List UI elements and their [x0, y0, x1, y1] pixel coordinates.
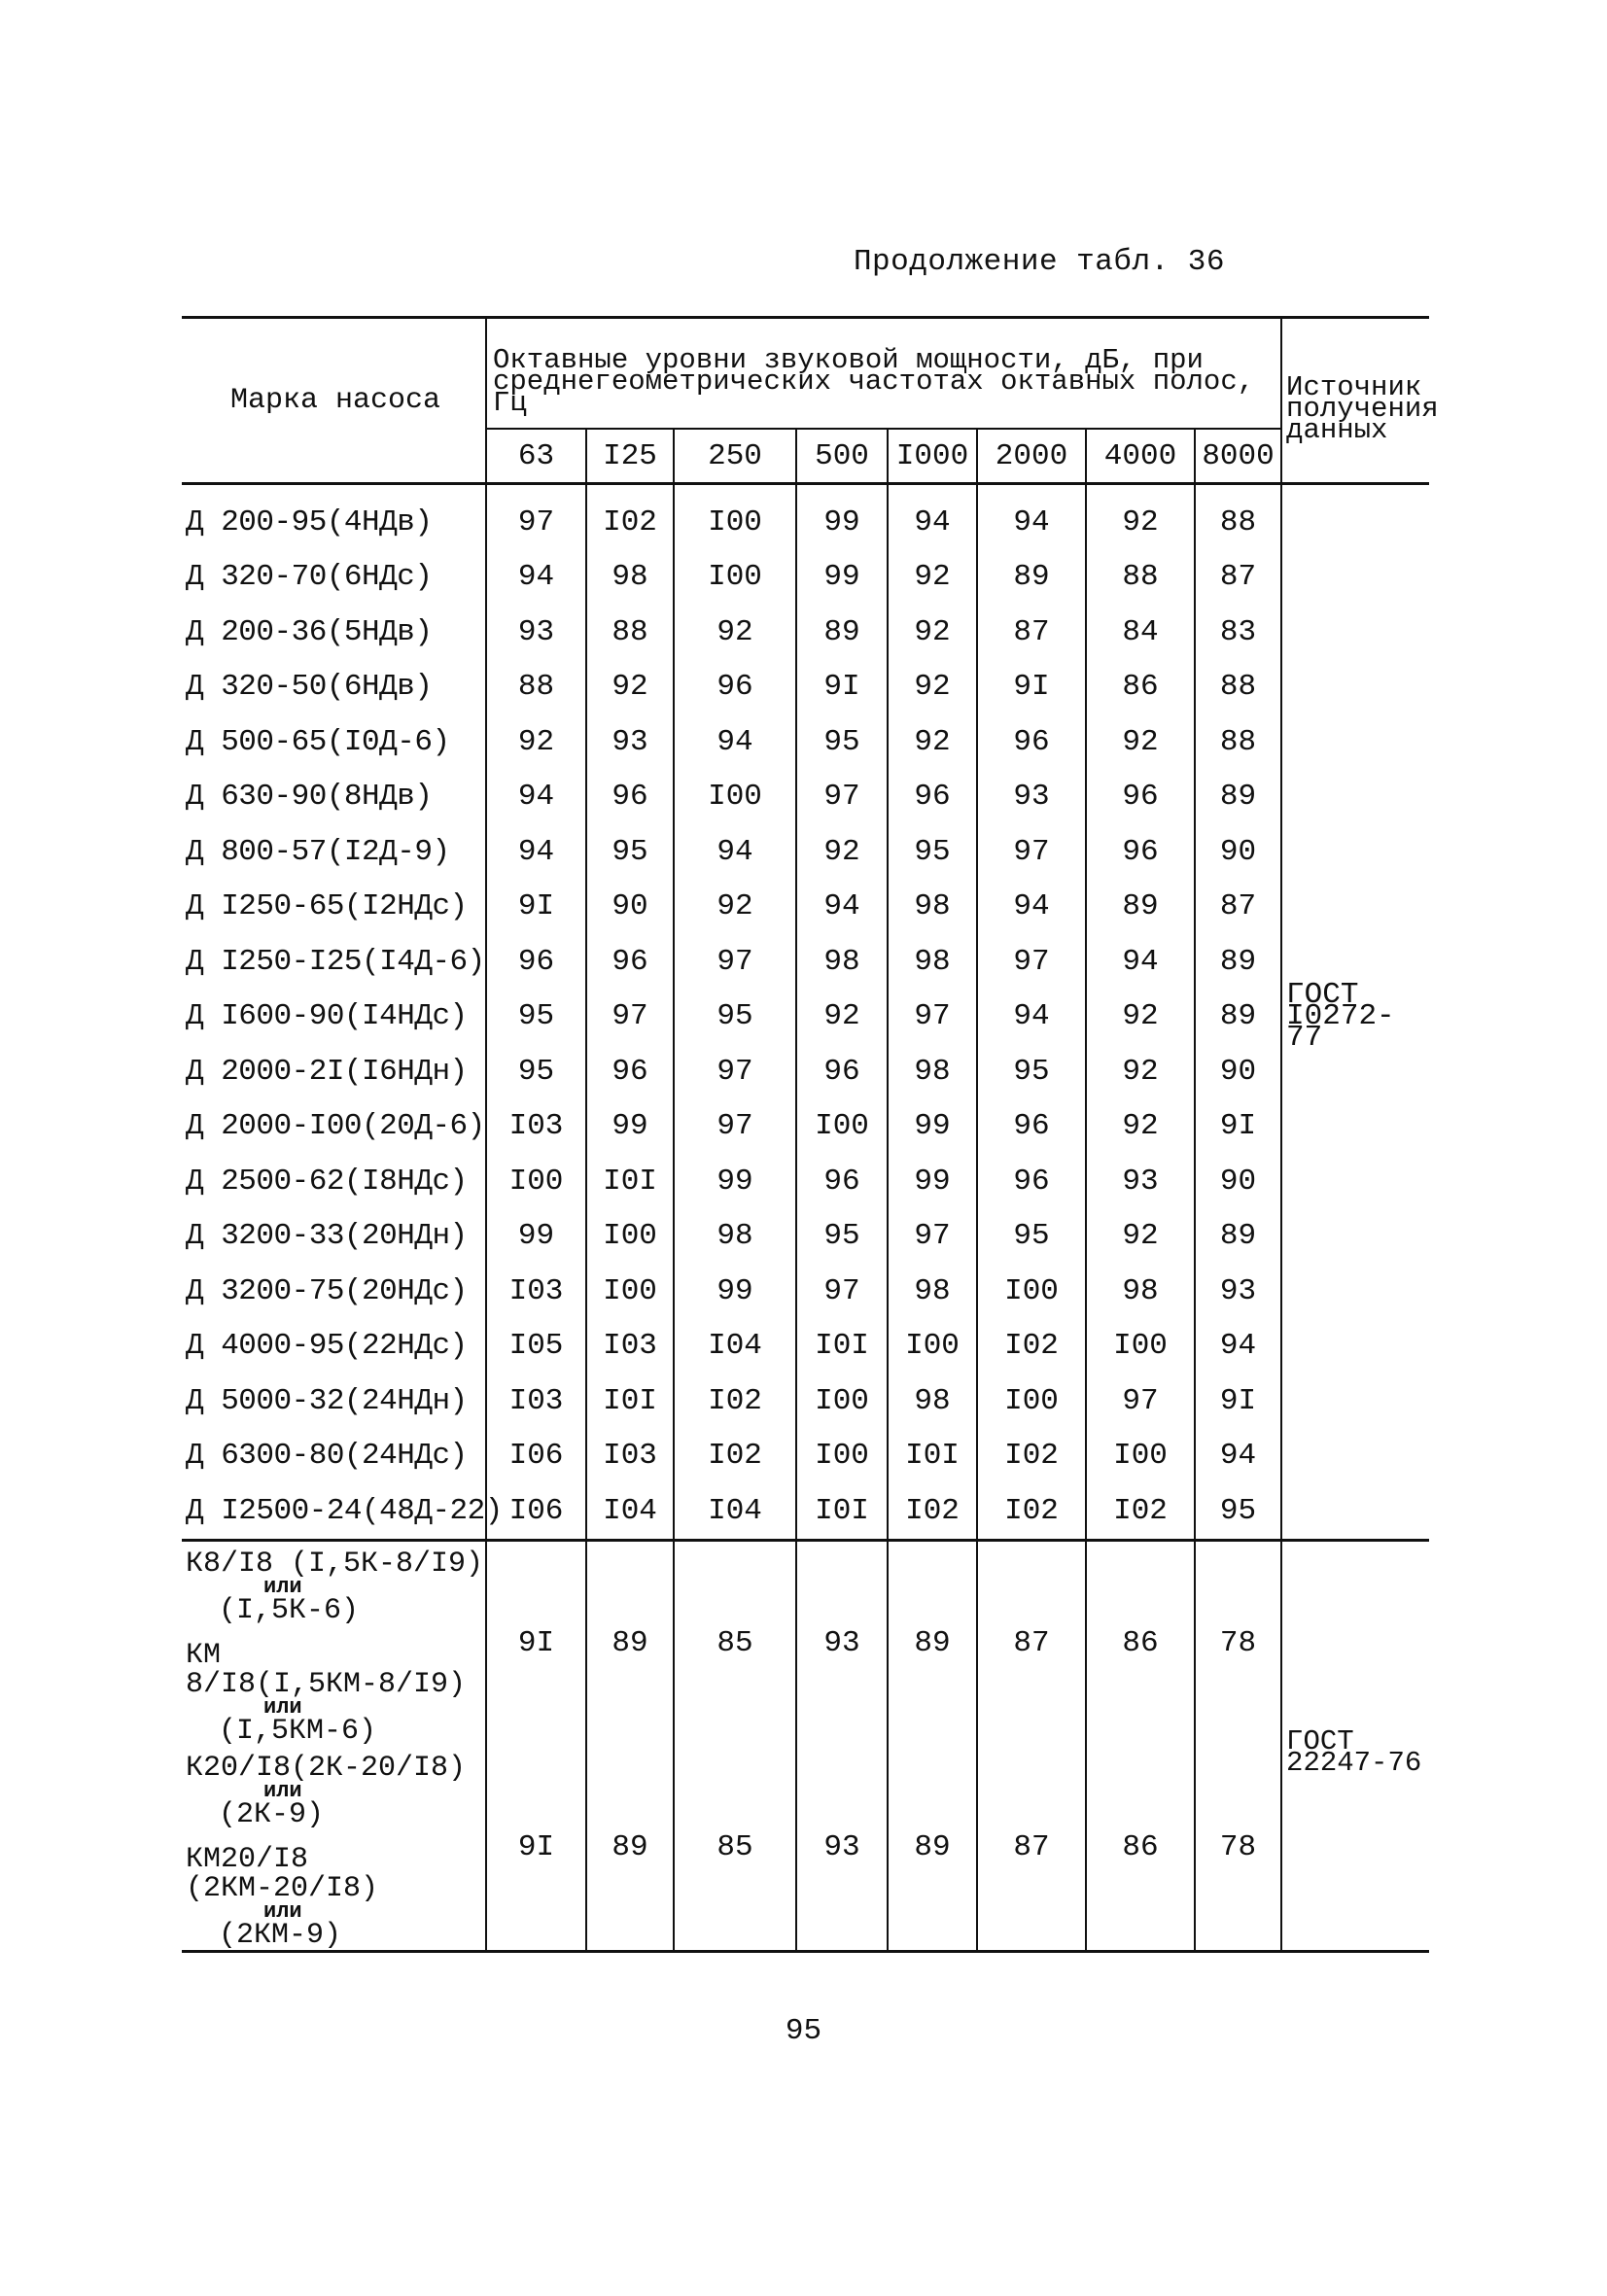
level-cell: I04: [586, 1483, 674, 1540]
pump-name: Д 630-90(8НДв): [186, 780, 433, 815]
pump-name-line: (2КМ-9): [219, 1918, 342, 1952]
level-cell: 94: [1195, 1319, 1281, 1374]
level-cell: 9I: [486, 1540, 586, 1746]
level-cell: 92: [1086, 1099, 1195, 1155]
level-cell: 93: [586, 714, 674, 770]
table-row: [182, 1319, 1429, 1374]
level-cell: 98: [888, 1264, 977, 1319]
level-cell: 86: [1086, 1746, 1195, 1952]
level-cell: 98: [674, 1209, 796, 1265]
level-cell: I02: [977, 1319, 1086, 1374]
level-cell: 94: [888, 484, 977, 550]
table-continuation-caption: Продолжение табл. 36: [853, 245, 1225, 279]
level-cell: 92: [674, 605, 796, 660]
level-cell: 9I: [796, 660, 888, 715]
table-row: [182, 1483, 1429, 1540]
level-cell: 92: [1086, 1209, 1195, 1265]
level-cell: I00: [1086, 1429, 1195, 1484]
level-cell: 96: [674, 660, 796, 715]
level-cell: 9I: [1195, 1374, 1281, 1429]
pump-name-group: [182, 1540, 486, 1746]
level-cell: I03: [486, 1264, 586, 1319]
level-cell: 92: [888, 605, 977, 660]
level-cell: 9I: [977, 660, 1086, 715]
level-cell: I02: [674, 1374, 796, 1429]
pump-name: Д 200-95(4НДв): [186, 504, 433, 539]
level-cell: 96: [888, 770, 977, 825]
level-cell: 89: [586, 1746, 674, 1952]
freq-header: 250: [674, 429, 796, 484]
level-cell: 95: [486, 1044, 586, 1099]
level-cell: I06: [486, 1429, 586, 1484]
level-cell: 90: [586, 880, 674, 935]
level-cell: I00: [674, 770, 796, 825]
level-cell: 97: [796, 770, 888, 825]
level-cell: 94: [1195, 1429, 1281, 1484]
level-cell: 93: [1086, 1154, 1195, 1209]
table-row: [182, 770, 1429, 825]
pump-name: Д 5000-32(24НДн): [186, 1383, 468, 1418]
level-cell: 87: [977, 1746, 1086, 1952]
header-data-source: Источник получения данных: [1281, 318, 1429, 484]
level-cell: I00: [796, 1429, 888, 1484]
level-cell: 96: [796, 1044, 888, 1099]
page-number: 95: [785, 2014, 822, 2048]
level-cell: 92: [796, 824, 888, 880]
k-pump-rows: [182, 1540, 1429, 1951]
level-cell: 92: [796, 990, 888, 1045]
freq-header: 63: [486, 429, 586, 484]
level-cell: 90: [1195, 1154, 1281, 1209]
level-cell: 89: [1195, 1209, 1281, 1265]
level-cell: 99: [888, 1154, 977, 1209]
level-cell: 95: [977, 1209, 1086, 1265]
level-cell: 85: [674, 1746, 796, 1952]
level-cell: 89: [586, 1540, 674, 1746]
level-cell: 9I: [1195, 1099, 1281, 1155]
level-cell: I06: [486, 1483, 586, 1540]
level-cell: 96: [586, 1044, 674, 1099]
level-cell: I00: [586, 1209, 674, 1265]
pump-name-line: (I,5КМ-6): [219, 1714, 377, 1748]
level-cell: 86: [1086, 1540, 1195, 1746]
level-cell: 94: [486, 824, 586, 880]
pump-name: Д 3200-33(20НДн): [186, 1219, 468, 1254]
level-cell: 93: [977, 770, 1086, 825]
level-cell: I03: [586, 1319, 674, 1374]
level-cell: I02: [977, 1429, 1086, 1484]
level-cell: I04: [674, 1319, 796, 1374]
pump-name: Д 320-50(6НДв): [186, 670, 433, 705]
level-cell: 95: [486, 990, 586, 1045]
pump-name: Д I250-65(I2НДс): [186, 889, 468, 924]
pump-name-line: КМ 8/I8(I,5КМ-8/I9): [186, 1638, 467, 1701]
level-cell: 92: [888, 660, 977, 715]
pump-name-line: КМ20/I8 (2КМ-20/I8): [186, 1842, 379, 1905]
level-cell: 92: [1086, 714, 1195, 770]
level-cell: 9I: [486, 1746, 586, 1952]
freq-header: I000: [888, 429, 977, 484]
level-cell: I00: [674, 484, 796, 550]
level-cell: 95: [674, 990, 796, 1045]
level-cell: I0I: [796, 1483, 888, 1540]
table-row: [182, 990, 1429, 1045]
freq-header: 8000: [1195, 429, 1281, 484]
pump-name: Д I600-90(I4НДс): [186, 999, 468, 1034]
level-cell: 97: [486, 484, 586, 550]
pump-name: Д 3200-75(20НДс): [186, 1273, 468, 1308]
level-cell: 96: [1086, 824, 1195, 880]
level-cell: 87: [977, 605, 1086, 660]
level-cell: 97: [796, 1264, 888, 1319]
level-cell: I02: [674, 1429, 796, 1484]
level-cell: 99: [486, 1209, 586, 1265]
level-cell: 98: [586, 550, 674, 606]
level-cell: 92: [1086, 484, 1195, 550]
level-cell: 89: [1195, 990, 1281, 1045]
level-cell: 88: [1195, 484, 1281, 550]
level-cell: 9I: [486, 880, 586, 935]
level-cell: 94: [977, 990, 1086, 1045]
pump-name: Д I250-I25(I4Д-6): [186, 944, 485, 979]
level-cell: 97: [674, 1044, 796, 1099]
level-cell: I02: [977, 1483, 1086, 1540]
level-cell: I00: [486, 1154, 586, 1209]
pump-name: Д 800-57(I2Д-9): [186, 834, 450, 869]
level-cell: 96: [977, 1099, 1086, 1155]
freq-header: 2000: [977, 429, 1086, 484]
level-cell: 97: [977, 824, 1086, 880]
level-cell: I00: [977, 1264, 1086, 1319]
level-cell: 98: [796, 934, 888, 990]
level-cell: 96: [586, 934, 674, 990]
pump-name: Д 6300-80(24НДс): [186, 1439, 468, 1474]
level-cell: 87: [1195, 880, 1281, 935]
level-cell: 96: [486, 934, 586, 990]
pump-noise-table: [182, 316, 1439, 1953]
level-cell: 94: [674, 714, 796, 770]
source-d: ГОСТ I0272-77: [1281, 484, 1429, 1541]
level-cell: 94: [977, 880, 1086, 935]
level-cell: 89: [888, 1540, 977, 1746]
table-row: [182, 824, 1429, 880]
level-cell: 95: [796, 714, 888, 770]
level-cell: I02: [888, 1483, 977, 1540]
pump-name: Д 4000-95(22НДс): [186, 1329, 468, 1364]
level-cell: I00: [977, 1374, 1086, 1429]
level-cell: I0I: [586, 1154, 674, 1209]
level-cell: 97: [888, 990, 977, 1045]
or-label: или: [263, 1778, 302, 1803]
pump-name: Д 320-70(6НДс): [186, 560, 433, 595]
level-cell: 92: [888, 550, 977, 606]
level-cell: 95: [977, 1044, 1086, 1099]
table-row: [182, 934, 1429, 990]
level-cell: 94: [674, 824, 796, 880]
level-cell: 95: [1195, 1483, 1281, 1540]
level-cell: 98: [888, 880, 977, 935]
level-cell: 92: [1086, 990, 1195, 1045]
level-cell: I00: [796, 1099, 888, 1155]
pump-name-line: (I,5К-6): [219, 1593, 360, 1627]
pump-name: Д 2500-62(I8НДс): [186, 1164, 468, 1199]
level-cell: 98: [1086, 1264, 1195, 1319]
or-label: или: [263, 1898, 302, 1924]
level-cell: 98: [888, 1044, 977, 1099]
table-row: [182, 1429, 1429, 1484]
table-row: [182, 1540, 1429, 1746]
level-cell: I0I: [586, 1374, 674, 1429]
pump-name-line: К8/I8 (I,5К-8/I9): [186, 1547, 484, 1581]
pump-name: Д 500-65(I0Д-6): [186, 724, 450, 759]
level-cell: 89: [977, 550, 1086, 606]
level-cell: 94: [1086, 934, 1195, 990]
level-cell: 94: [796, 880, 888, 935]
level-cell: 94: [486, 770, 586, 825]
level-cell: 89: [796, 605, 888, 660]
level-cell: I04: [674, 1483, 796, 1540]
table-row: [182, 660, 1429, 715]
level-cell: 89: [1195, 770, 1281, 825]
level-cell: 87: [977, 1540, 1086, 1746]
level-cell: 93: [1195, 1264, 1281, 1319]
table-row: [182, 484, 1429, 550]
table-row: [182, 1209, 1429, 1265]
level-cell: I02: [1086, 1483, 1195, 1540]
level-cell: 97: [977, 934, 1086, 990]
level-cell: 93: [796, 1746, 888, 1952]
level-cell: 95: [888, 824, 977, 880]
table-row: [182, 1099, 1429, 1155]
table-row: [182, 880, 1429, 935]
level-cell: 92: [586, 660, 674, 715]
pump-name-line: К20/I8(2К-20/I8): [186, 1751, 467, 1785]
level-cell: 78: [1195, 1540, 1281, 1746]
pump-name: Д 2000-2I(I6НДн): [186, 1054, 468, 1089]
d-pump-rows: [182, 484, 1429, 1541]
level-cell: 89: [1086, 880, 1195, 935]
level-cell: I03: [486, 1374, 586, 1429]
level-cell: 92: [486, 714, 586, 770]
level-cell: I00: [796, 1374, 888, 1429]
source-k: ГОСТ 22247-76: [1281, 1540, 1429, 1951]
level-cell: 98: [888, 934, 977, 990]
or-label: или: [263, 1574, 302, 1599]
level-cell: 88: [1195, 660, 1281, 715]
header-octave-levels: Октавные уровни звуковой мощности, дБ, при среднегеометрических частотах октавных полос, Гц: [486, 318, 1281, 430]
level-cell: 95: [586, 824, 674, 880]
or-label: или: [263, 1694, 302, 1720]
level-cell: 97: [1086, 1374, 1195, 1429]
table-row: [182, 1154, 1429, 1209]
level-cell: 93: [796, 1540, 888, 1746]
level-cell: 99: [888, 1099, 977, 1155]
level-cell: 89: [1195, 934, 1281, 990]
table-row: [182, 1044, 1429, 1099]
level-cell: 78: [1195, 1746, 1281, 1952]
level-cell: 86: [1086, 660, 1195, 715]
level-cell: 95: [796, 1209, 888, 1265]
level-cell: 94: [977, 484, 1086, 550]
level-cell: I00: [888, 1319, 977, 1374]
level-cell: 99: [586, 1099, 674, 1155]
level-cell: 99: [674, 1264, 796, 1319]
level-cell: I05: [486, 1319, 586, 1374]
level-cell: 96: [1086, 770, 1195, 825]
level-cell: I00: [586, 1264, 674, 1319]
freq-header: I25: [586, 429, 674, 484]
header-pump-brand: Марка насоса: [229, 384, 441, 417]
level-cell: 96: [977, 1154, 1086, 1209]
pump-name-group: [182, 1746, 486, 1952]
level-cell: I00: [674, 550, 796, 606]
level-cell: 87: [1195, 550, 1281, 606]
level-cell: 94: [486, 550, 586, 606]
table-row: [182, 1746, 1429, 1952]
level-cell: 98: [888, 1374, 977, 1429]
level-cell: 96: [796, 1154, 888, 1209]
level-cell: 97: [674, 934, 796, 990]
pump-name: Д 200-36(5НДв): [186, 614, 433, 649]
level-cell: 88: [1086, 550, 1195, 606]
table-row: [182, 605, 1429, 660]
level-cell: 96: [977, 714, 1086, 770]
table-row: [182, 1264, 1429, 1319]
level-cell: 92: [674, 880, 796, 935]
pump-name: Д I2500-24(48Д-22): [186, 1493, 503, 1528]
table-row: [182, 550, 1429, 606]
pump-name: Д 2000-I00(20Д-6): [186, 1109, 485, 1144]
level-cell: 92: [1086, 1044, 1195, 1099]
level-cell: 97: [586, 990, 674, 1045]
table-row: [182, 1374, 1429, 1429]
level-cell: I0I: [796, 1319, 888, 1374]
level-cell: 93: [486, 605, 586, 660]
level-cell: 92: [888, 714, 977, 770]
level-cell: 88: [586, 605, 674, 660]
level-cell: 99: [796, 550, 888, 606]
level-cell: 97: [888, 1209, 977, 1265]
level-cell: 85: [674, 1540, 796, 1746]
level-cell: 90: [1195, 824, 1281, 880]
level-cell: 97: [674, 1099, 796, 1155]
pump-name-line: (2К-9): [219, 1797, 325, 1831]
level-cell: 88: [486, 660, 586, 715]
freq-header: 500: [796, 429, 888, 484]
freq-header: 4000: [1086, 429, 1195, 484]
level-cell: 99: [674, 1154, 796, 1209]
level-cell: I03: [486, 1099, 586, 1155]
level-cell: I0I: [888, 1429, 977, 1484]
level-cell: 83: [1195, 605, 1281, 660]
level-cell: 99: [796, 484, 888, 550]
level-cell: I00: [1086, 1319, 1195, 1374]
table-row: [182, 714, 1429, 770]
level-cell: I02: [586, 484, 674, 550]
level-cell: 88: [1195, 714, 1281, 770]
level-cell: 89: [888, 1746, 977, 1952]
level-cell: 96: [586, 770, 674, 825]
level-cell: I03: [586, 1429, 674, 1484]
level-cell: 84: [1086, 605, 1195, 660]
level-cell: 90: [1195, 1044, 1281, 1099]
